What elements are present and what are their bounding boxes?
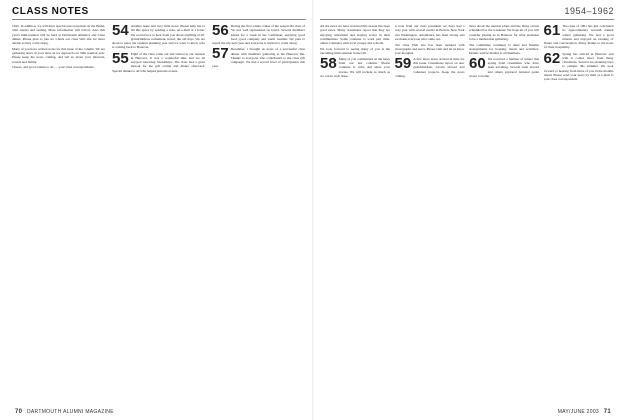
paragraph: All the news we have received this season has been good news. Many classmates report that they are enjoying retirement and staying active in their communities. Some continue to work part time, others volunteer with local groups and schools.	[320, 24, 390, 45]
text-column-2	[112, 24, 205, 402]
class-entry	[112, 49, 205, 73]
paragraph: We look forward to seeing many of you at the upcoming mini-reunion in the fall.	[320, 46, 390, 56]
footer-right	[558, 409, 614, 415]
entry-text: Many of you commented on the news from our last column. Please continue to write and share your stories. We will include as much as we can in each issue.	[320, 56, 390, 78]
footer-issue-date: MAY/JUNE 2003	[557, 409, 600, 415]
class-entry	[544, 24, 614, 50]
section-title: CLASS NOTES	[12, 6, 89, 17]
paragraph: The committee continues to meet and finalize arrangements for housing, meals and activities. Details will be mailed to all members.	[469, 42, 539, 56]
page-number-right: 71	[603, 409, 611, 415]
paragraph: Cheers, and good wishes to all — your class correspondents.	[12, 65, 95, 70]
entry-text: A few more notes arrived in time for this issue. Classmates report on new grandchildren, travels abroad and volunteer projects. Keep the news coming.	[394, 56, 465, 78]
entry-text: We received a number of letters this spring from classmates who have been traveling. Several went abroad and others explored national parks closer to home.	[469, 56, 539, 78]
entry-text: The class of 1961 has just concluded its approximately seventh annual winter gathering. We had a good turnout and enjoyed an evening of dinner and conversation. Many thanks to the hosts for their hospitality.	[543, 24, 614, 50]
class-year-number: 57	[212, 45, 229, 63]
class-entry	[112, 24, 205, 50]
footer-left	[12, 409, 114, 415]
text-column-3	[212, 24, 305, 402]
text-column-5	[395, 24, 465, 402]
class-year-number: 55	[112, 49, 129, 67]
text-column-7	[544, 24, 614, 402]
class-year-number: 60	[469, 54, 486, 72]
text-column-4	[320, 24, 390, 402]
class-entry	[212, 47, 305, 68]
entry-text: Another issue and very little news. Please help me to fill this space by sending a note, an e-mail or a letter. We would love to hear from you about anything at all: grandchildren, retirement, travel, the old days. We are about to enter our reunion planning year and we want to know who is coming back to Hanover.	[112, 24, 205, 50]
page-gutter	[312, 0, 314, 420]
header-rule-right	[320, 19, 614, 20]
class-year-number: 61	[543, 24, 561, 39]
class-years-range: 1954–1962	[564, 6, 614, 16]
text-column-6	[469, 24, 539, 402]
text-column-1	[12, 24, 105, 402]
class-year-number: 59	[394, 54, 412, 72]
entry-text: Spring has arrived in Hanover and with it comes news from many classmates. Several are planning trips to campus this summer. We look forward to hearing from more of you in the months ahead. Please send your news by mail or e-mail to your class correspondent.	[543, 51, 614, 81]
class-year-number: 58	[320, 54, 337, 72]
class-year-number: 62	[543, 49, 561, 67]
class-entry	[469, 54, 539, 78]
paragraph: A note from our class president: we have had a busy year with several events in Boston, New York and Washington. Attendance has been strong and we thank everyone who came out.	[394, 24, 465, 41]
class-entry	[543, 49, 614, 82]
class-entry	[394, 54, 465, 78]
class-year-number: 56	[212, 24, 229, 39]
header-rule-left	[12, 19, 306, 20]
entry-text: December 1 brought us news of a successful class dinner with members gathering at the Hanover Inn. Thanks to everyone who contributed to the class gift campaign. We had a record level of participation this year.	[212, 47, 305, 69]
paragraph: more about the reunion plans and the many events scheduled for the weekend. We hope all of you will consider joining us in Hanover for what promises to be a memorable gathering.	[469, 24, 539, 41]
paragraph: 1945. In addition, we will have special tent receptions in the Bema, with snacks and seating. More information will follow. Also this year's mini-reunion will be held at Dartmouth Athletics and Class dinner. Please plan to join us. Check our class Web site for more details as they come along.	[12, 24, 105, 45]
paragraph: Our class Web site has been updated with photographs and news. Please visit and let us know your thoughts.	[394, 42, 465, 56]
page-number-left: 70	[15, 409, 23, 415]
footer-publication: DARTMOUTH ALUMNI MAGAZINE	[26, 409, 114, 415]
paragraph: Many of you have written notes for this issue of the column. We are gathering news of your lives as we approach our 50th reunion year. Please keep the news coming, and tell us about your interests, travels and family.	[12, 46, 105, 64]
entry-text: During the first winter cruise of the season the class of '56 was well represented on board. Several members joined for a week in the Caribbean, enjoying good food, good company and warm weather. We plan to repeat the trip next year and everyone is invited to come along.	[212, 24, 305, 45]
entry-text: Eight of the class came out and visited at our reunion in Hanover. It was a wonderful time and we all enjoyed renewing friendships. The class had a great turnout for the golf outing and dinner afterward. Special thanks to all who helped plan the events.	[112, 51, 205, 73]
class-year-number: 54	[112, 24, 129, 39]
class-entry	[212, 24, 305, 45]
class-entry	[320, 54, 390, 78]
